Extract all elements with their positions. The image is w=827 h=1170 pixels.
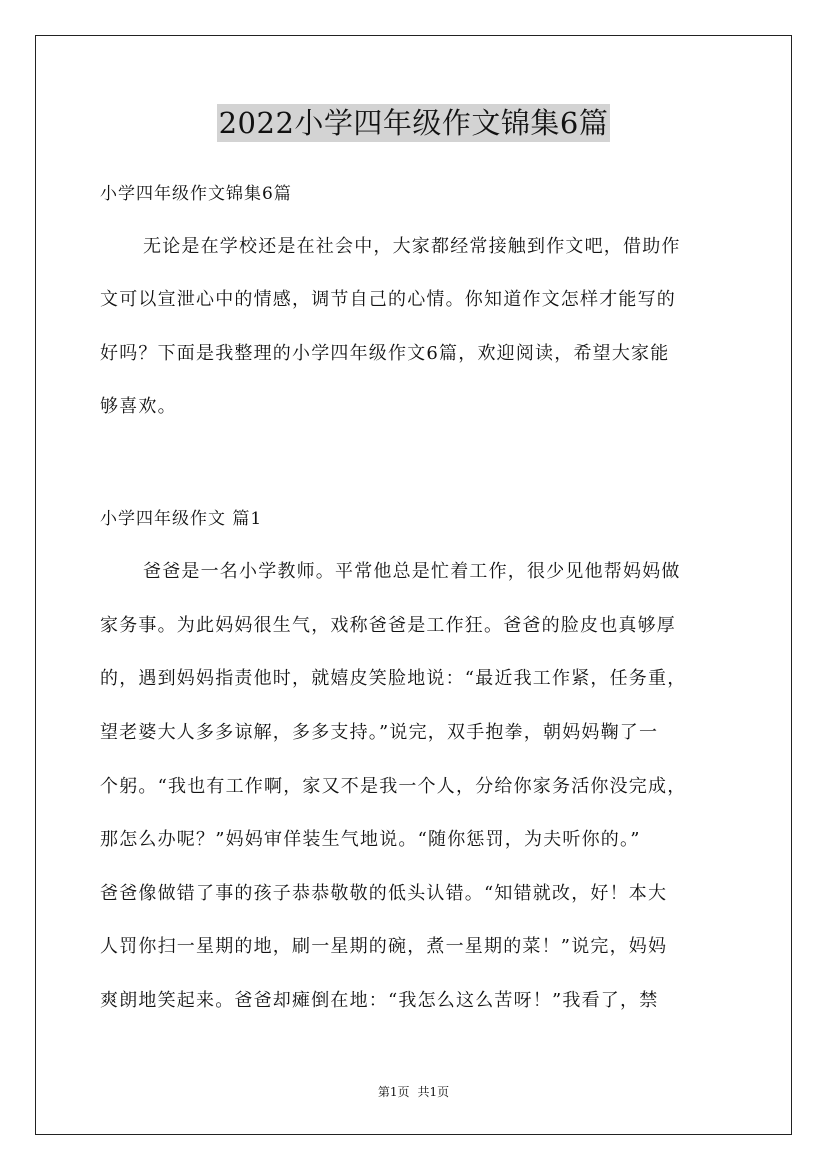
section-line: 人罚你扫一星期的地，刷一星期的碗，煮一星期的菜！”说完，妈妈 (100, 936, 668, 957)
intro-line: 文可以宣泄心中的情感，调节自己的心情。你知道作文怎样才能写的 (100, 289, 676, 310)
section-line: 爽朗地笑起来。爸爸却瘫倒在地：“我怎么这么苦呀！”我看了，禁 (100, 990, 659, 1011)
intro-line: 无论是在学校还是在社会中，大家都经常接触到作文吧，借助作 (143, 236, 681, 257)
section-line: 的，遇到妈妈指责他时，就嬉皮笑脸地说：“最近我工作紧，任务重， (100, 668, 687, 689)
section-line: 家务事。为此妈妈很生气，戏称爸爸是工作狂。爸爸的脸皮也真够厚 (100, 615, 676, 636)
section-line: 个躬。“我也有工作啊，家又不是我一个人，分给你家务活你没完成， (100, 776, 687, 797)
title-container (0, 104, 827, 142)
section-line: 那怎么办呢？”妈妈审佯装生气地说。“随你惩罚，为夫听你的。” (100, 829, 641, 850)
page-number: 第1页 (377, 1085, 410, 1099)
section-line: 爸爸像做错了事的孩子恭恭敬敬的低头认错。“知错就改，好！本大 (100, 883, 668, 904)
intro-line: 好吗？下面是我整理的小学四年级作文6篇，欢迎阅读，希望大家能 (100, 343, 670, 364)
section-heading: 小学四年级作文 篇1 (100, 509, 263, 529)
intro-line: 够喜欢。 (100, 396, 177, 417)
page-footer (0, 1084, 827, 1100)
document-title: 2022小学四年级作文锦集6篇 (218, 106, 609, 140)
page-total: 共1页 (417, 1085, 450, 1099)
intro-heading: 小学四年级作文锦集6篇 (100, 184, 292, 204)
section-line: 爸爸是一名小学教师。平常他总是忙着工作，很少见他帮妈妈做 (143, 561, 681, 582)
section-line: 望老婆大人多多谅解，多多支持。”说完，双手抱拳，朝妈妈鞠了一 (100, 722, 659, 743)
